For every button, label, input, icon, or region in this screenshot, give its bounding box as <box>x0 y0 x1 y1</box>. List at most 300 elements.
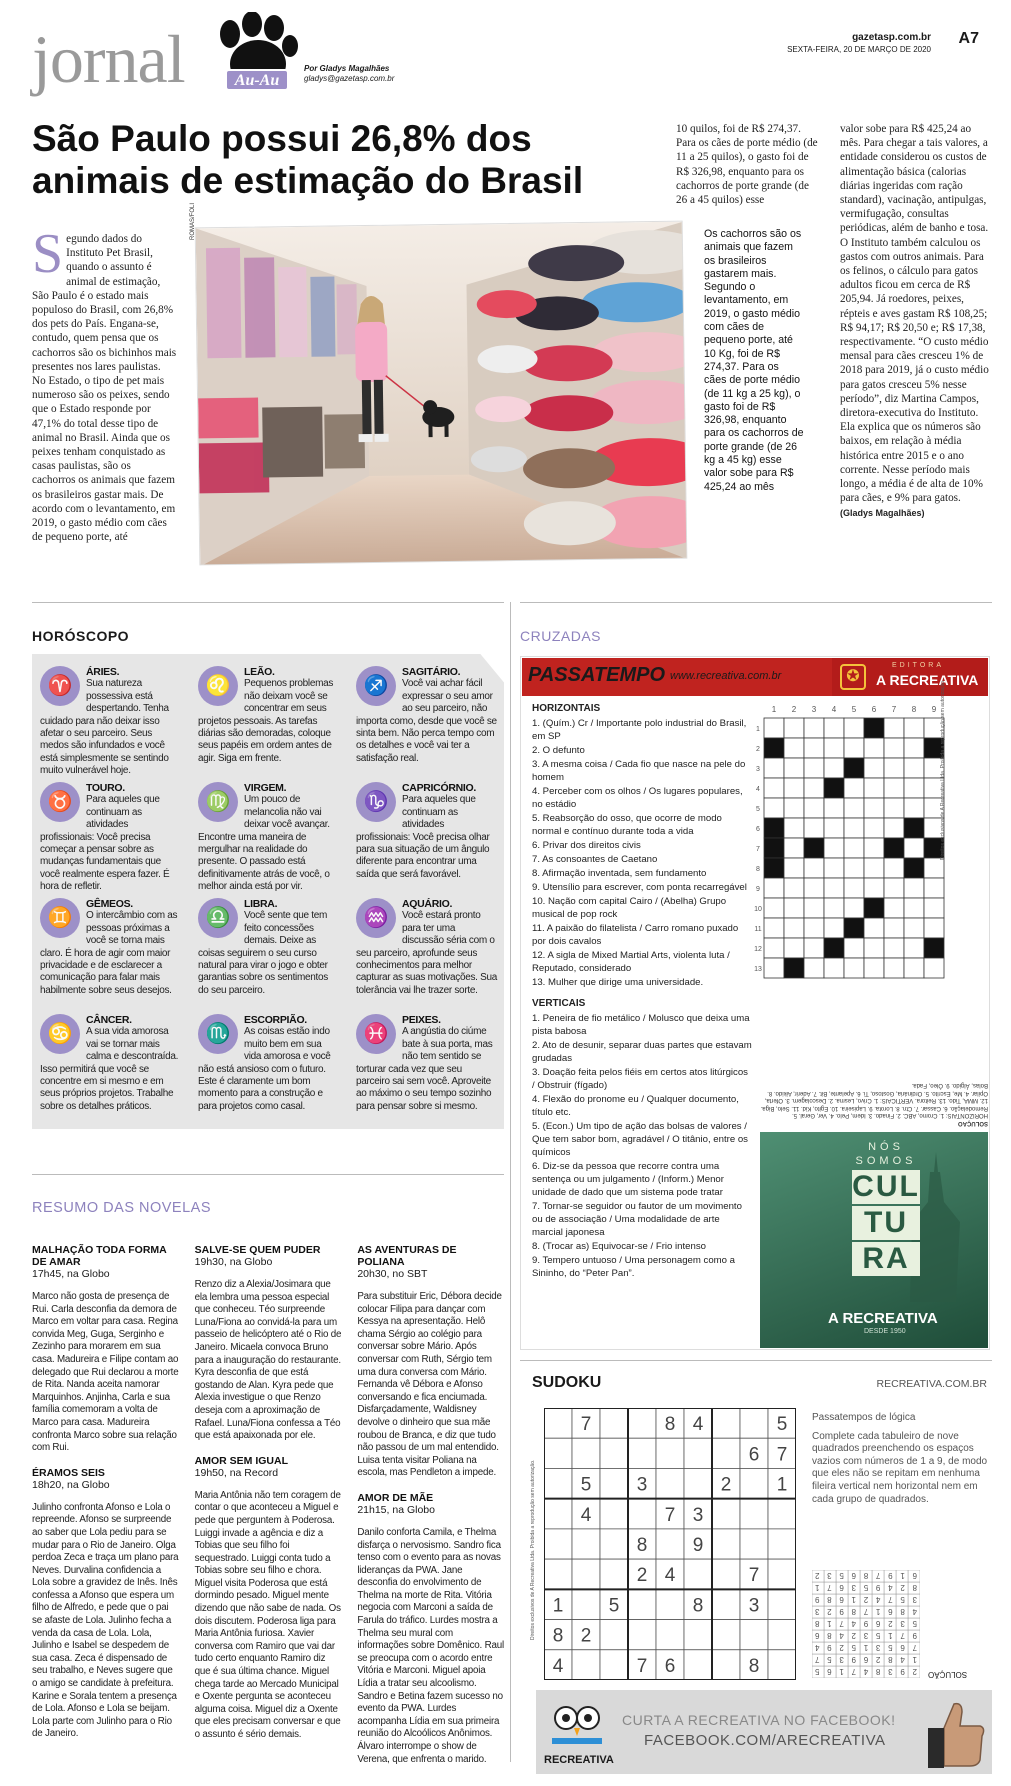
byline-email: gladys@gazetasp.com.br <box>304 74 395 83</box>
byline-author: Por Gladys Magalhães <box>304 64 390 73</box>
sudoku-copyright: Direitos exclusivos de A Recreativa Ltda. Proibida a reprodução sem autorização. <box>530 1459 536 1640</box>
crossword-cell[interactable] <box>924 958 944 978</box>
crossword-block <box>764 818 784 838</box>
crossword-cell[interactable] <box>804 758 824 778</box>
novela-time: 17h45, na Globo <box>32 1268 110 1280</box>
article-column-1 <box>32 223 177 544</box>
sudoku-cell[interactable] <box>628 1408 656 1438</box>
sudoku-cell[interactable] <box>684 1438 712 1468</box>
sudoku-cell[interactable] <box>600 1620 628 1650</box>
sudoku-cell[interactable] <box>712 1559 740 1589</box>
horoscope-sign <box>198 1014 340 1126</box>
crossword-cell[interactable] <box>864 738 884 758</box>
crossword-cell[interactable] <box>864 798 884 818</box>
divider <box>32 1174 504 1175</box>
divider <box>520 1360 992 1361</box>
solution-row: 532694718 <box>815 1619 917 1628</box>
sudoku-given: 7 <box>580 1414 592 1436</box>
crosswords-title: CRUZADAS <box>520 628 602 644</box>
sign-text: Você vai achar fácil expressar o seu amor ao seu parceiro, não importa como, desde que você se sinta bem. Não perca tempo com os detalhes e você vai ter a satisfação real. <box>356 678 497 764</box>
sudoku-cell[interactable] <box>600 1529 628 1559</box>
solution-row: 765315294 <box>815 1643 917 1652</box>
sudoku-cell[interactable] <box>544 1468 572 1498</box>
crossword-cell[interactable] <box>784 898 804 918</box>
sudoku-cell[interactable] <box>712 1438 740 1468</box>
clue: 13. Mulher que dirige uma universidade. <box>532 977 704 988</box>
clue: 2. O defunto <box>532 745 585 756</box>
zodiac-icon: ♏ <box>198 1014 238 1054</box>
crossword-cell[interactable] <box>824 918 844 938</box>
clue: 7. As consoantes de Caetano <box>532 854 658 865</box>
crossword-cell[interactable] <box>864 958 884 978</box>
crossword-cell[interactable] <box>764 718 784 738</box>
horoscope-sign <box>356 666 498 778</box>
masthead-jornal: jornal <box>32 21 185 97</box>
sign-name: AQUÁRIO. <box>402 898 453 910</box>
crossword-cell[interactable] <box>924 878 944 898</box>
sudoku-title: SUDOKU <box>532 1374 602 1391</box>
sudoku-given: 2 <box>580 1625 592 1647</box>
crossword-cell[interactable] <box>844 958 864 978</box>
crossword-cell[interactable] <box>864 938 884 958</box>
editora-badge <box>832 658 988 696</box>
crossword-block <box>764 738 784 758</box>
clue: 6. Privar dos direitos civis <box>532 840 641 851</box>
crossword-cell[interactable] <box>844 858 864 878</box>
novela-item <box>32 1467 179 1741</box>
editora-name: A RECREATIVA <box>876 672 979 688</box>
crossword-cell[interactable] <box>864 778 884 798</box>
novela-item <box>357 1492 504 1766</box>
crossword-cell[interactable] <box>884 758 904 778</box>
crossword-cell[interactable] <box>784 758 804 778</box>
row-number: 9 <box>756 886 760 893</box>
sudoku-cell[interactable] <box>656 1620 684 1650</box>
sudoku-given: 8 <box>636 1535 648 1556</box>
crossword-cell[interactable] <box>804 798 824 818</box>
crossword-cell[interactable] <box>924 898 944 918</box>
crossword-cell[interactable] <box>844 798 864 818</box>
vertical-clues <box>532 1012 752 1280</box>
sudoku-cell[interactable] <box>628 1589 656 1619</box>
crossword-cell[interactable] <box>844 938 864 958</box>
zodiac-icon: ♒ <box>356 898 396 938</box>
sudoku-site: RECREATIVA.COM.BR <box>876 1378 987 1390</box>
clue: 5. Reabsorção do osso, que ocorre de modo normal e contínuo durante toda a vida <box>532 813 722 837</box>
sudoku-solution <box>812 1570 920 1678</box>
crossword-cell[interactable] <box>884 778 904 798</box>
promo-word: SOMOS <box>855 1155 917 1167</box>
crossword-block <box>844 918 864 938</box>
sign-name: CÂNCER. <box>86 1014 132 1026</box>
row-number: 1 <box>756 726 760 733</box>
sign-text: Você sente que tem feito concessões demais. Deixe as coisas seguirem o seu curso natural para virar o jogo e obter garantias sobre os sentimentos do seu parceiro. <box>198 910 328 996</box>
crossword-cell[interactable] <box>904 838 924 858</box>
crossword-cell[interactable] <box>764 938 784 958</box>
sudoku-cell[interactable] <box>600 1438 628 1468</box>
crossword-cell[interactable] <box>824 858 844 878</box>
solution-row: 293847165 <box>815 1667 917 1676</box>
crossword-cell[interactable] <box>824 758 844 778</box>
novela-item <box>32 1244 179 1455</box>
sudoku-cell[interactable] <box>628 1499 656 1529</box>
crossword-cell[interactable] <box>864 758 884 778</box>
crossword-cell[interactable] <box>864 878 884 898</box>
horoscope-sign <box>356 1014 498 1126</box>
column-number: 8 <box>911 705 917 714</box>
editora-label: EDITORA <box>892 662 944 669</box>
crossword-cell[interactable] <box>904 738 924 758</box>
sudoku-given: 5 <box>776 1414 788 1436</box>
sudoku-given: 3 <box>692 1504 704 1526</box>
sudoku-cell[interactable] <box>628 1620 656 1650</box>
novela-title: MALHAÇÃO TODA FORMA DE AMAR <box>32 1244 167 1268</box>
crossword-cell[interactable] <box>904 878 924 898</box>
novela-text: Renzo diz a Alexia/Josimara que ela lembra uma pessoa especial que conheceu. Téo surpreende Luna/Fiona ao convidá-la para um passeio de helicóptero até o Rio de Janeiro. Micaela convoca Bruno para a inauguração do restaurante. Kyra desconfia de que está gostando de Alan. Kyra pede que Alexia investigue o que Renzo deseja com a aproximação de Rafael. Luna/Fiona confessa a Téo que está apaixonada por ele. <box>194 1279 342 1442</box>
article-text-3: valor sobe para R$ 425,24 ao mês. Para chegar a tais valores, a entidade considerou os custos de alimentação básica (calorias diárias ingeridas com ração standard), vacinação, antipulgas, vermifugação, consultas periódicas, além de banho e tosa. O Instituto também calculou os gastos com outros animais. Para os felinos, o cálculo para gatos adultos ficou em cerca de R$ 205,94. Já roedores, peixes, répteis e aves gastam R$ 108,25; R$ 94,17; R$ 20,50 e; R$ 17,38, respectivamente. “O custo médio mensal para cães cresceu 1% de 2018 para 2019, já o custo médio para gatos cresceu 5% nesse período”, diz Martina Campos, diretora-executiva do Instituto. Ela explica que os números são baixos, em relação à média histórica entre 2015 e o ano corrente. Nesse período mais longo, a média é de alta de 10% para cães, e 9% para gatos. <box>840 123 989 505</box>
novela-time: 19h30, na Globo <box>194 1256 273 1268</box>
sudoku-cell[interactable] <box>712 1408 740 1438</box>
sudoku-cell[interactable] <box>768 1559 796 1589</box>
page-number: A7 <box>958 30 979 47</box>
crossword-cell[interactable] <box>844 718 864 738</box>
crossword-cell[interactable] <box>804 938 824 958</box>
crossword-block <box>804 838 824 858</box>
crossword-cell[interactable] <box>764 918 784 938</box>
sign-name: GÊMEOS. <box>86 898 133 910</box>
sudoku-cell[interactable] <box>740 1408 768 1438</box>
sudoku-given: 7 <box>748 1565 760 1587</box>
sudoku-cell[interactable] <box>740 1468 768 1498</box>
sudoku-cell[interactable] <box>544 1408 572 1438</box>
divider <box>32 602 504 603</box>
sudoku-cell[interactable] <box>572 1589 600 1619</box>
sudoku-cell[interactable] <box>572 1438 600 1468</box>
site-url: gazetasp.com.br <box>852 32 931 43</box>
crossword-cell[interactable] <box>804 718 824 738</box>
sudoku-cell[interactable] <box>600 1468 628 1498</box>
crossword-cell[interactable] <box>784 778 804 798</box>
dropcap: S <box>32 223 64 285</box>
sudoku-given: 2 <box>636 1565 648 1587</box>
sudoku-cell[interactable] <box>656 1438 684 1468</box>
sudoku-cell[interactable] <box>572 1650 600 1680</box>
sudoku-cell[interactable] <box>712 1650 740 1680</box>
horoscope-sign <box>356 898 498 1010</box>
novela-title: SALVE-SE QUEM PUDER <box>194 1244 321 1256</box>
sudoku-cell[interactable] <box>712 1529 740 1559</box>
sudoku-cell[interactable] <box>712 1620 740 1650</box>
sudoku-cell[interactable] <box>684 1559 712 1589</box>
row-number: 5 <box>756 806 760 813</box>
clue: 1. (Quím.) Cr / Importante polo industrial do Brasil, em SP <box>532 718 747 742</box>
novela-text: Para substituir Eric, Débora decide colocar Filipa para dançar com Kessya na apresentação. Helô chama Sérgio ao colégio para conversar sobre Mário. Após conversar com Ruth, Sérgio tem uma dura conversa com Mário. Fernanda vê Débora e Afonso conversando e fica enciumada. Disfarçadamente, Waldisney devolve o dinheiro que sua mãe roubou de Branca, e diz que tudo não passou de um mal entendido. Luisa tenta visitar Poliana na escola, mas Pendleton a impede. <box>357 1291 502 1479</box>
crossword-cell[interactable] <box>764 798 784 818</box>
sudoku-given: 6 <box>748 1444 760 1466</box>
novelas-title: RESUMO DAS NOVELAS <box>32 1200 212 1216</box>
zodiac-icon: ♉ <box>40 782 80 822</box>
crossword-cell[interactable] <box>784 938 804 958</box>
crossword-cell[interactable] <box>804 878 824 898</box>
novelas-grid <box>32 1244 504 1764</box>
horoscope-sign <box>40 782 182 894</box>
sudoku-given: 3 <box>636 1474 648 1496</box>
crossword-cell[interactable] <box>884 798 904 818</box>
promo-since: DESDE 1950 <box>864 1328 906 1335</box>
sudoku-cell[interactable] <box>768 1529 796 1559</box>
crossword-cell[interactable] <box>764 758 784 778</box>
solution-row: 486178923 <box>815 1607 917 1616</box>
sudoku-cell[interactable] <box>544 1559 572 1589</box>
horoscope-sign <box>198 782 340 894</box>
crossword-cell[interactable] <box>784 838 804 858</box>
sudoku-cell[interactable] <box>740 1620 768 1650</box>
crossword-cell[interactable] <box>804 738 824 758</box>
sign-name: PEIXES. <box>402 1014 441 1026</box>
promo-word: NÓS <box>868 1141 904 1153</box>
crossword-cell[interactable] <box>844 838 864 858</box>
crossword-cell[interactable] <box>824 718 844 738</box>
horizontal-clues <box>532 717 752 989</box>
crossword-cell[interactable] <box>844 898 864 918</box>
sudoku-cell[interactable] <box>572 1529 600 1559</box>
sign-name: SAGITÁRIO. <box>402 666 461 678</box>
crossword-cell[interactable] <box>904 918 924 938</box>
sudoku-given: 7 <box>636 1655 648 1677</box>
clue: 5. (Econ.) Um tipo de ação das bolsas de valores / Que tem sabor bom, agradável / O titânio, entre os químicos <box>532 1121 748 1158</box>
crossword-cell[interactable] <box>864 858 884 878</box>
row-number: 6 <box>756 826 760 833</box>
crossword-cell[interactable] <box>804 958 824 978</box>
sign-name: CAPRICÓRNIO. <box>402 782 476 794</box>
crossword-cell[interactable] <box>784 878 804 898</box>
crossword-cell[interactable] <box>784 738 804 758</box>
crossword-cell[interactable] <box>764 898 784 918</box>
crossword-cell[interactable] <box>824 738 844 758</box>
crossword-cell[interactable] <box>804 818 824 838</box>
sudoku-cell[interactable] <box>740 1499 768 1529</box>
sudoku-given: 4 <box>580 1504 592 1526</box>
zodiac-icon: ♎ <box>198 898 238 938</box>
crossword-block <box>764 838 784 858</box>
zodiac-icon: ♊ <box>40 898 80 938</box>
sudoku-given: 7 <box>776 1444 788 1466</box>
sudoku-cell[interactable] <box>684 1620 712 1650</box>
sudoku-cell[interactable] <box>628 1438 656 1468</box>
sign-text: A angústia do ciúme bate à sua porta, mas não tem sentido se torturar cada vez que seu parceiro sai sem você. Aproveite ao máximo o seu tempo sozinho para pensar sobre si mesmo. <box>356 1026 493 1112</box>
crossword-cell[interactable] <box>884 858 904 878</box>
sudoku-cell[interactable] <box>544 1499 572 1529</box>
clue: 8. (Trocar as) Equivocar-se / Frio intenso <box>532 1241 706 1252</box>
sudoku-cell[interactable] <box>572 1559 600 1589</box>
zodiac-icon: ♋ <box>40 1014 80 1054</box>
crossword-block <box>824 938 844 958</box>
sudoku-given: 8 <box>664 1414 676 1436</box>
sudoku-cell[interactable] <box>768 1650 796 1680</box>
sudoku-cell[interactable] <box>768 1589 796 1619</box>
article-text-1: egundo dados do Instituto Pet Brasil, quando o assunto é animal de estimação, São Paulo é o estado mais populoso do Brasil, com 26,8% dos pets do País. Engana-se, contudo, quem pensa que os cachorros são os bichinhos mais presentes nos lares paulistas. No Estado, o tipo de pet mais numeroso são os peixes, sendo que o Estado responde por 47,1% do total desse tipo de animal no Brasil. Ainda que os peixes tenham conquistado as casas paulistas, são os cachorros os animais que fazem os brasileiros gastar mais. De acordo com o levantamento, em 2019, o gasto médio com cães de pequeno porte, até <box>32 233 177 544</box>
sudoku-grid <box>544 1408 796 1680</box>
sign-text: As coisas estão indo muito bem em sua vida amorosa e você não está ansioso com o futuro. Este é claramente um bom momento para a construção e para projetos como casal. <box>198 1026 331 1112</box>
crossword-cell[interactable] <box>884 718 904 738</box>
crossword-cell[interactable] <box>884 738 904 758</box>
sudoku-cell[interactable] <box>600 1499 628 1529</box>
crossword-cell[interactable] <box>824 818 844 838</box>
zodiac-icon: ♑ <box>356 782 396 822</box>
crossword-solution <box>760 1060 988 1126</box>
crossword-cell[interactable] <box>884 958 904 978</box>
crossword-cell[interactable] <box>784 918 804 938</box>
crossword-cell[interactable] <box>884 938 904 958</box>
clue: 4. Perceber com os olhos / Os lugares populares, no estádio <box>532 786 743 810</box>
crossword-cell[interactable] <box>904 758 924 778</box>
crossword-cell[interactable] <box>824 798 844 818</box>
crossword-block <box>904 858 924 878</box>
crossword-block <box>784 958 804 978</box>
clue: 4. Flexão do pronome eu / Qualquer documento, título etc. <box>532 1094 739 1118</box>
crossword-cell[interactable] <box>904 938 924 958</box>
sudoku-cell[interactable] <box>684 1468 712 1498</box>
novela-title: AS AVENTURAS DE POLIANA <box>357 1244 457 1268</box>
sudoku-instructions: Complete cada tabuleiro de nove quadrados preenchendo os espaços vazios com números de 1 a 9, de modo que eles não se repitam em nenhuma fileira vertical nem horizontal nem em cada grupo de quadrados. <box>812 1430 988 1505</box>
crossword-cell[interactable] <box>904 718 924 738</box>
crossword-cell[interactable] <box>864 918 884 938</box>
sudoku-cell[interactable] <box>684 1650 712 1680</box>
crossword-cell[interactable] <box>864 818 884 838</box>
crossword-cell[interactable] <box>804 918 824 938</box>
crossword-cell[interactable] <box>784 718 804 738</box>
crossword-cell[interactable] <box>844 818 864 838</box>
crossword-cell[interactable] <box>884 878 904 898</box>
crossword-cell[interactable] <box>764 958 784 978</box>
sudoku-cell[interactable] <box>544 1438 572 1468</box>
sudoku-given: 5 <box>580 1474 592 1496</box>
article-column-2: 10 quilos, foi de R$ 274,37. Para os cães de porte médio (de 11 a 25 quilos), o gasto foi de R$ 326,98, enquanto para os cachorros de porte grande (de 26 a 45 quilos) esse <box>676 123 818 207</box>
sudoku-cell[interactable] <box>600 1559 628 1589</box>
crossword-cell[interactable] <box>844 738 864 758</box>
sudoku-given: 2 <box>720 1474 732 1496</box>
row-number: 3 <box>756 766 760 773</box>
crossword-cell[interactable] <box>784 798 804 818</box>
horoscope-sign <box>40 898 182 1010</box>
sign-name: LEÃO. <box>244 666 275 678</box>
crossword-cell[interactable] <box>804 778 824 798</box>
sudoku-given: 1 <box>776 1474 788 1496</box>
crossword-block <box>924 938 944 958</box>
sudoku-instructions-box <box>812 1412 988 1506</box>
crossword-cell[interactable] <box>884 898 904 918</box>
zodiac-icon: ♓ <box>356 1014 396 1054</box>
sudoku-cell[interactable] <box>656 1468 684 1498</box>
row-number: 2 <box>756 746 760 753</box>
crossword-cell[interactable] <box>904 958 924 978</box>
crossword-cell[interactable] <box>844 878 864 898</box>
sudoku-cell[interactable] <box>656 1529 684 1559</box>
crossword-cell[interactable] <box>884 918 904 938</box>
crossword-cell[interactable] <box>804 898 824 918</box>
sudoku-cell[interactable] <box>656 1589 684 1619</box>
crossword-cell[interactable] <box>924 858 944 878</box>
facebook-banner[interactable] <box>536 1690 992 1774</box>
solution-row: 619786532 <box>815 1571 917 1580</box>
crossword-cell[interactable] <box>784 858 804 878</box>
solution-row: 824953671 <box>815 1583 917 1592</box>
crossword-cell[interactable] <box>764 778 784 798</box>
promo-brand: A RECREATIVA <box>828 1310 938 1327</box>
sudoku-given: 8 <box>552 1625 564 1647</box>
sudoku-given: 4 <box>692 1414 704 1436</box>
sign-text: Sua natureza possessiva está despertando. Tenha cuidado para não deixar isso afetar o seu parceiro. Seus medos são infundados e você está simplesmente se sentindo muito vulnerável hoje. <box>40 678 169 777</box>
crossword-cell[interactable] <box>824 958 844 978</box>
novela-title: AMOR SEM IGUAL <box>194 1454 288 1467</box>
sudoku-cell[interactable] <box>768 1499 796 1529</box>
banner-line2[interactable]: FACEBOOK.COM/ARECREATIVA <box>644 1732 886 1749</box>
crossword-cell[interactable] <box>804 858 824 878</box>
article-signature: (Gladys Magalhães) <box>840 508 925 519</box>
novela-text: Maria Antônia não tem coragem de contar o que aconteceu a Miguel e pede que perguntem à Poderosa. Luiggi invade a agência e diz a Tobias que seu filho foi sequestrado. Luiggi conta tudo a Tobias sobre seu filho e chora. Miguel visita Poderosa que está dormindo pesado. Miguel mente dizendo que não sabe de nada. Os dois discutem. Poderosa liga para Maria Antônia furiosa. Xavier conversa com Ramiro que vai dar tudo certo enquanto Ramiro diz que é sua última chance. Miguel chega tarde ao Mercado Municipal e Oxente pergunta se aconteceu alguma coisa. Miguel diz a Oxente que eles precisam conversar e que o assunto é sério demais. <box>194 1489 341 1740</box>
header-site <box>787 32 931 56</box>
column-number: 7 <box>891 705 897 714</box>
crossword-block <box>904 818 924 838</box>
novela-time: 18h20, na Globo <box>32 1478 110 1491</box>
sudoku-cell[interactable] <box>544 1529 572 1559</box>
sign-name: ESCORPIÃO. <box>244 1014 307 1026</box>
crossword-block <box>844 758 864 778</box>
solution-label: SOLUÇÃO <box>958 1120 988 1126</box>
crossword-clues <box>532 702 752 1281</box>
clue: 8. Afirmação inventada, sem fundamento <box>532 868 707 879</box>
crossword-cell[interactable] <box>824 898 844 918</box>
crossword-block <box>764 858 784 878</box>
horoscope-title: HORÓSCOPO <box>32 628 130 644</box>
column-number: 9 <box>931 705 937 714</box>
crossword-cell[interactable] <box>924 918 944 938</box>
sudoku-cell[interactable] <box>740 1529 768 1559</box>
solution-row: 357421689 <box>815 1595 917 1604</box>
sudoku-cell[interactable] <box>768 1620 796 1650</box>
banner-brand: RECREATIVA <box>544 1754 614 1766</box>
crossword-cell[interactable] <box>824 878 844 898</box>
sudoku-cell[interactable] <box>600 1650 628 1680</box>
paw-logo <box>208 12 302 96</box>
novela-title: AMOR DE MÃE <box>357 1491 434 1504</box>
novela-text: Marco não gosta de presença de Rui. Carla desconfia da demora de Marco em voltar para casa. Regina convida Meg, Guga, Serginho e Zezinho para morarem em sua casa. Madureira e Filipe contam ao delegado que Rui declarou a morte de Rita. Nanda aceita namorar Marquinhos. Anjinha, Carla e sua família comemoram a volta de Marco para casa. Madureira confronta Marco sobre sua relação com Rui. <box>32 1291 179 1454</box>
sudoku-cell[interactable] <box>712 1589 740 1619</box>
column-number: 3 <box>811 705 817 714</box>
crossword-cell[interactable] <box>784 818 804 838</box>
banner-line1: CURTA A RECREATIVA NO FACEBOOK! <box>622 1712 896 1728</box>
crossword-cell[interactable] <box>904 798 924 818</box>
crossword-cell[interactable] <box>904 778 924 798</box>
sign-name: TOURO. <box>86 782 125 794</box>
clue: 1. Peneira de fio metálico / Molusco que deixa uma pista babosa <box>532 1013 750 1037</box>
crossword-cell[interactable] <box>864 838 884 858</box>
crossword-cell[interactable] <box>824 838 844 858</box>
crossword-cell[interactable] <box>884 818 904 838</box>
horoscope-sign <box>198 898 340 1010</box>
sudoku-cell[interactable] <box>600 1408 628 1438</box>
clue: 12. A sigla de Mixed Martial Arts, violenta luta / Reputado, considerado <box>532 950 730 974</box>
row-number: 10 <box>754 906 762 913</box>
sudoku-given: 8 <box>692 1595 704 1617</box>
crossword-cell[interactable] <box>764 878 784 898</box>
crossword-cell[interactable] <box>904 898 924 918</box>
clue: 9. Tempero untuoso / Uma personagem como a Sininho, do “Peter Pan”. <box>532 1255 735 1279</box>
novela-time: 20h30, no SBT <box>357 1268 428 1280</box>
horoscope-grid <box>40 666 498 1126</box>
crossword-cell[interactable] <box>844 778 864 798</box>
sudoku-cell[interactable] <box>712 1499 740 1529</box>
